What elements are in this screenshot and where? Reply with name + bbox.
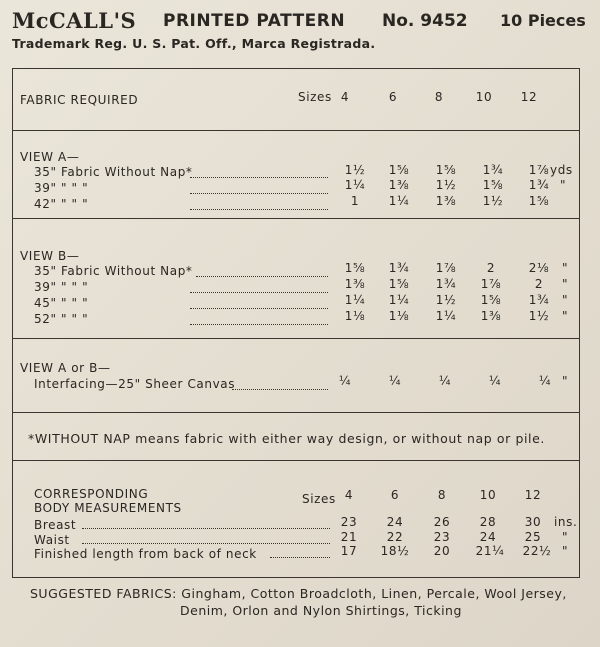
unit: ": [560, 178, 567, 192]
leader-dots: [82, 528, 330, 529]
value: 17: [340, 544, 358, 558]
unit: ": [562, 293, 569, 307]
value: 28: [479, 515, 497, 529]
leader-dots: [190, 209, 328, 210]
row-label: 35" Fabric Without Nap*: [34, 264, 193, 278]
body-title-line1: CORRESPONDING: [34, 487, 149, 501]
size-header: 8: [437, 488, 447, 502]
unit: ": [562, 277, 569, 291]
value: 23: [340, 515, 358, 529]
size-header: 10: [475, 90, 493, 104]
value: 2: [534, 277, 544, 291]
unit: ": [562, 374, 569, 388]
value: 21: [340, 530, 358, 544]
without-nap-note: *WITHOUT NAP means fabric with either way design, or without nap or pile.: [28, 431, 545, 446]
divider: [12, 338, 580, 339]
size-header: 4: [340, 90, 350, 104]
size-header: 12: [524, 488, 542, 502]
value: ¼: [488, 374, 502, 388]
fabric-required-title: FABRIC REQUIRED: [20, 93, 139, 107]
value: ¼: [438, 374, 452, 388]
value: 1⅞: [480, 277, 502, 291]
value: 20: [433, 544, 451, 558]
row-label: 39" " " ": [34, 280, 89, 294]
row-label: 45" " " ": [34, 296, 89, 310]
value: 1⅝: [388, 163, 410, 177]
size-header: 12: [520, 90, 538, 104]
suggested-fabrics-line1: SUGGESTED FABRICS: Gingham, Cotton Broadcloth, Linen, Percale, Wool Jersey,: [30, 586, 567, 601]
value: 1¼: [344, 293, 366, 307]
brand-logo-text: McCALL'S: [12, 8, 137, 33]
value: 1⅝: [435, 163, 457, 177]
leader-dots: [82, 543, 330, 544]
sizes-label: Sizes: [302, 492, 336, 506]
body-title-line2: BODY MEASUREMENTS: [34, 501, 182, 515]
view-b-title: VIEW B—: [20, 249, 80, 263]
value: 1⅜: [388, 178, 410, 192]
value: 1⅛: [344, 309, 366, 323]
view-ab-title: VIEW A or B—: [20, 361, 111, 375]
value: 1¼: [388, 293, 410, 307]
value: 1⅜: [344, 277, 366, 291]
row-label: 35" Fabric Without Nap*: [34, 165, 193, 179]
leader-dots: [190, 292, 328, 293]
value: 1½: [528, 309, 550, 323]
suggested-fabrics-line2: Denim, Orlon and Nylon Shirtings, Ticking: [180, 603, 462, 618]
row-label: Waist: [34, 533, 70, 547]
value: ¼: [388, 374, 402, 388]
size-header: 6: [388, 90, 398, 104]
value: 1⅝: [388, 277, 410, 291]
size-header: 6: [390, 488, 400, 502]
sizes-label: Sizes: [298, 90, 332, 104]
value: 2: [486, 261, 496, 275]
leader-dots: [196, 276, 328, 277]
value: 1⅜: [480, 309, 502, 323]
divider: [12, 218, 580, 219]
row-label: 39" " " ": [34, 181, 89, 195]
value: 23: [433, 530, 451, 544]
value: 30: [524, 515, 542, 529]
divider: [12, 460, 580, 461]
pattern-number: No. 9452: [382, 11, 468, 31]
value: 1⅞: [435, 261, 457, 275]
value: 1⅝: [482, 178, 504, 192]
unit: yds: [550, 163, 573, 177]
value: 1¾: [528, 293, 550, 307]
divider: [12, 412, 580, 413]
value: 1¾: [528, 178, 550, 192]
value: 25: [524, 530, 542, 544]
value: 1½: [482, 194, 504, 208]
value: 24: [386, 515, 404, 529]
view-a-title: VIEW A—: [20, 150, 80, 164]
leader-dots: [190, 193, 328, 194]
leader-dots: [270, 557, 330, 558]
row-label: Interfacing—25" Sheer Canvas: [34, 377, 236, 391]
value: 24: [479, 530, 497, 544]
value: 1⅞: [528, 163, 550, 177]
value: 1⅛: [388, 309, 410, 323]
value: 21¼: [475, 544, 505, 558]
row-label: Breast: [34, 518, 77, 532]
value: 1⅝: [528, 194, 550, 208]
printed-pattern-label: PRINTED PATTERN: [163, 11, 346, 31]
value: 1¼: [388, 194, 410, 208]
value: 26: [433, 515, 451, 529]
value: 1¾: [482, 163, 504, 177]
leader-dots: [190, 177, 328, 178]
size-header: 10: [479, 488, 497, 502]
pieces-count: 10 Pieces: [500, 11, 586, 30]
value: 1¾: [435, 277, 457, 291]
header: [12, 8, 592, 58]
value: 1⅜: [435, 194, 457, 208]
value: 1¼: [435, 309, 457, 323]
unit: ": [562, 530, 569, 544]
value: 1⅝: [344, 261, 366, 275]
value: 1¼: [344, 178, 366, 192]
value: 1½: [435, 178, 457, 192]
row-label: 52" " " ": [34, 312, 89, 326]
value: 18½: [380, 544, 410, 558]
suggested-fabrics: [30, 585, 567, 619]
value: 1½: [344, 163, 366, 177]
unit: ": [562, 544, 569, 558]
leader-dots: [190, 324, 328, 325]
divider: [12, 130, 580, 131]
value: 1½: [435, 293, 457, 307]
value: 1⅝: [480, 293, 502, 307]
unit: ins.: [554, 515, 578, 529]
row-label: Finished length from back of neck: [34, 547, 257, 561]
trademark-line: Trademark Reg. U. S. Pat. Off., Marca Registrada.: [12, 36, 376, 51]
value: 1: [350, 194, 360, 208]
value: ¼: [538, 374, 552, 388]
value: 22½: [522, 544, 552, 558]
leader-dots: [232, 389, 328, 390]
row-label: 42" " " ": [34, 197, 89, 211]
size-header: 8: [434, 90, 444, 104]
unit: ": [562, 261, 569, 275]
value: ¼: [338, 374, 352, 388]
value: 22: [386, 530, 404, 544]
unit: ": [562, 309, 569, 323]
leader-dots: [190, 308, 328, 309]
value: 2⅛: [528, 261, 550, 275]
value: 1¾: [388, 261, 410, 275]
size-header: 4: [344, 488, 354, 502]
